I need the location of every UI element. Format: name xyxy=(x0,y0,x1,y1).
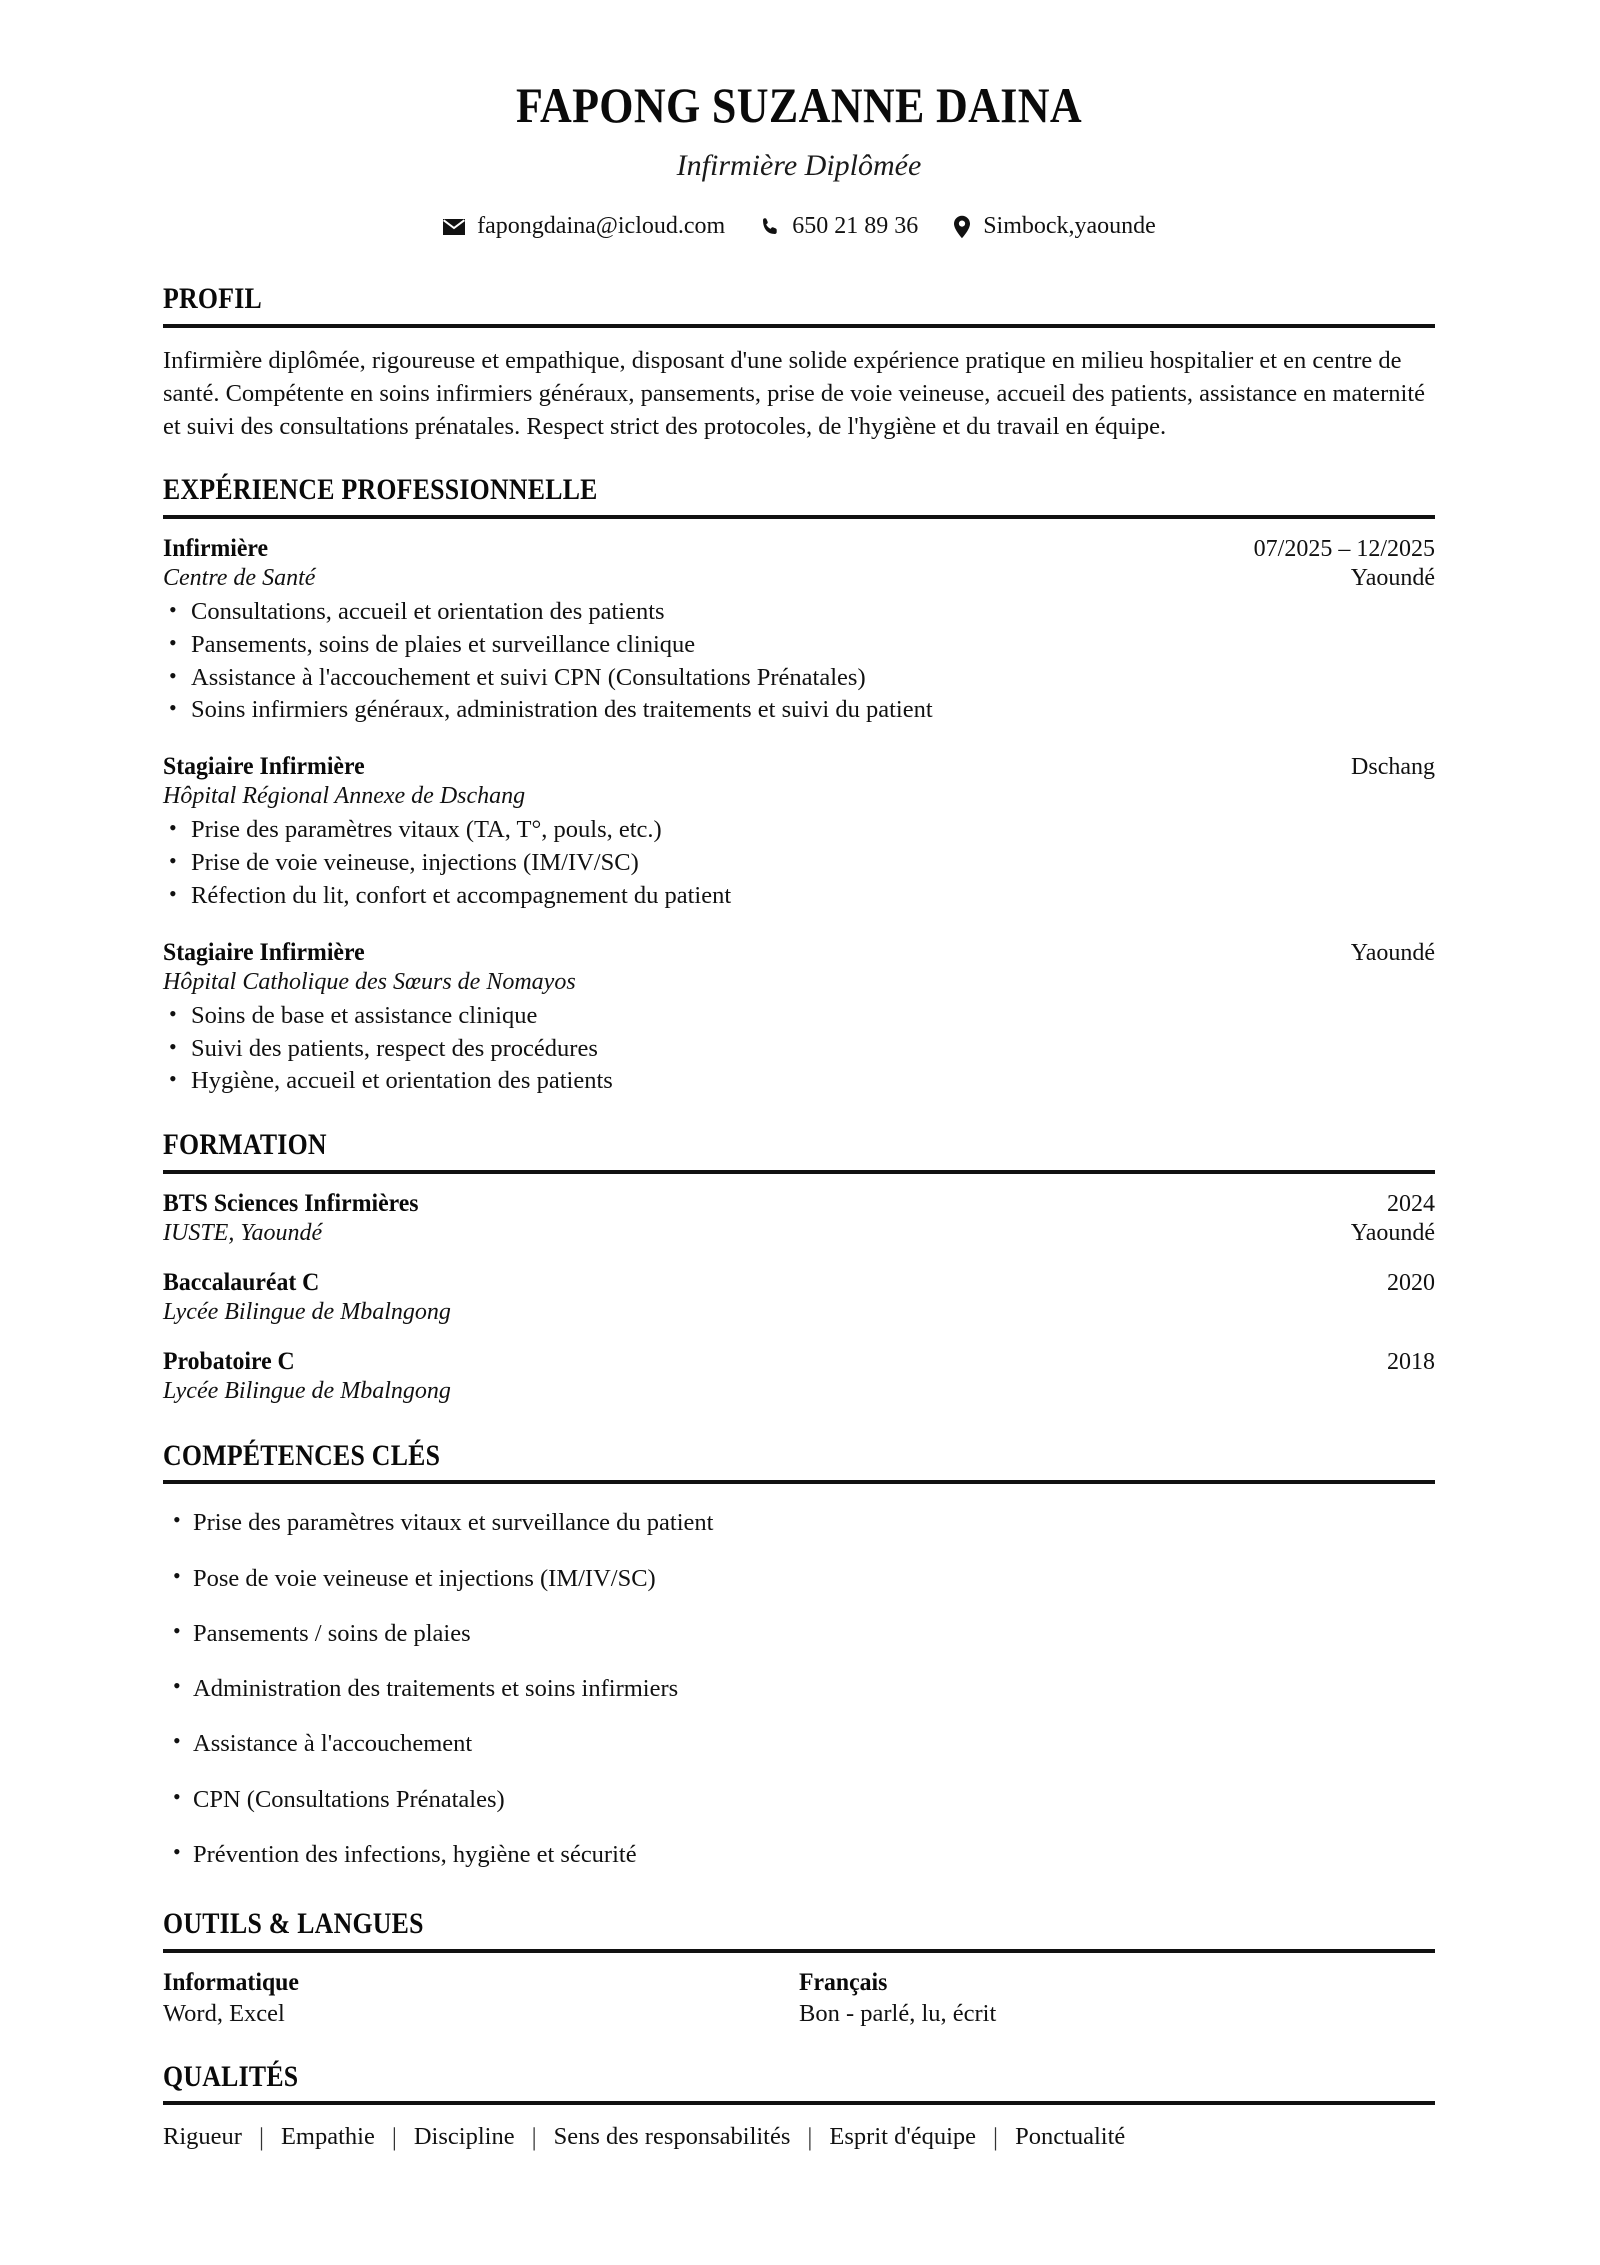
formation-year: 2024 xyxy=(1387,1190,1435,1217)
experience-entry-subheader xyxy=(163,565,1435,592)
tools-languages-value: Word, Excel xyxy=(163,1999,285,2027)
experience-dates: 07/2025 – 12/2025 xyxy=(1253,535,1435,562)
skill-item: • Assistance à l'accouchement xyxy=(163,1727,1435,1760)
experience-entry xyxy=(163,535,1435,727)
section-rule xyxy=(163,2101,1435,2105)
experience-organisation: Hôpital Régional Annexe de Dschang xyxy=(163,783,526,810)
quality-item: Sens des responsabilités xyxy=(553,2123,791,2151)
experience-bullet: • Consultations, accueil et orientation des patients xyxy=(163,596,1435,629)
experience-bullet-list xyxy=(163,596,1435,727)
formation-entry-subheader xyxy=(163,1378,1435,1405)
skill-item: • Administration des traitements et soins infirmiers xyxy=(163,1672,1435,1705)
envelope-icon xyxy=(442,218,466,236)
formation-year: 2018 xyxy=(1387,1348,1435,1375)
quality-separator: | xyxy=(258,2123,264,2151)
candidate-name: FAPONG SUZANNE DAINA xyxy=(515,77,1083,133)
phone-icon xyxy=(759,216,781,238)
profil-text: Infirmière diplômée, rigoureuse et empathique, disposant d'une solide expérience pratique en milieu hospitalier et en centre de santé. Compétente en soins infirmiers généraux, pansements, prise de voie veineuse, accueil des patients, assistance en maternité et suivi des consultations prénatales. Respect strict des protocoles, de l'hygiène et du travail en équipe. xyxy=(163,346,1426,441)
experience-entry-list xyxy=(163,535,1435,1098)
experience-entry xyxy=(163,939,1435,1098)
tools-languages-columns xyxy=(163,1969,1435,2028)
skill-item: • Prévention des infections, hygiène et sécurité xyxy=(163,1838,1435,1871)
formation-entry-header xyxy=(163,1348,1435,1376)
experience-bullet: • Soins infirmiers généraux, administration des traitements et suivi du patient xyxy=(163,694,1435,727)
section-rule xyxy=(163,324,1435,328)
formation-diploma: Probatoire C xyxy=(163,1347,295,1375)
section-formation xyxy=(163,1128,1435,1405)
section-competences xyxy=(163,1439,1435,1872)
experience-entry-subheader xyxy=(163,783,1435,810)
experience-organisation: Centre de Santé xyxy=(163,564,316,591)
quality-item: Rigueur xyxy=(163,2123,242,2151)
quality-separator: | xyxy=(993,2123,999,2151)
qualities-list xyxy=(163,2123,1435,2151)
experience-entry-header xyxy=(163,535,1435,563)
map-pin-icon xyxy=(952,215,972,239)
formation-school: Lycée Bilingue de Mbalngong xyxy=(163,1377,451,1404)
experience-bullet: • Hygiène, accueil et orientation des patients xyxy=(163,1065,1435,1098)
contact-location[interactable] xyxy=(952,213,1156,240)
formation-entry-subheader xyxy=(163,1299,1435,1326)
experience-entry-subheader xyxy=(163,969,1435,996)
experience-role: Stagiaire Infirmière xyxy=(163,938,365,966)
formation-school: Lycée Bilingue de Mbalngong xyxy=(163,1298,451,1325)
skill-item: • Pose de voie veineuse et injections (IM/IV/SC) xyxy=(163,1562,1435,1595)
tools-languages-column xyxy=(163,1969,799,2028)
experience-organisation: Hôpital Catholique des Sœurs de Nomayos xyxy=(163,968,576,995)
experience-role: Infirmière xyxy=(163,534,269,562)
experience-location: Yaoundé xyxy=(1350,564,1435,591)
section-title-competences: COMPÉTENCES CLÉS xyxy=(163,1438,441,1472)
tools-languages-label: Informatique xyxy=(163,1968,299,1996)
quality-separator: | xyxy=(807,2123,813,2151)
formation-entry xyxy=(163,1190,1435,1247)
formation-entry-subheader xyxy=(163,1220,1435,1247)
contact-phone-text: 650 21 89 36 xyxy=(792,213,919,239)
section-title-qualites: QUALITÉS xyxy=(163,2059,299,2093)
section-profil xyxy=(163,282,1435,443)
section-rule xyxy=(163,1480,1435,1484)
experience-bullet: • Pansements, soins de plaies et surveillance clinique xyxy=(163,629,1435,662)
formation-entry-header xyxy=(163,1269,1435,1297)
quality-separator: | xyxy=(531,2123,537,2151)
contact-phone[interactable] xyxy=(759,213,918,240)
formation-location: Yaoundé xyxy=(1350,1219,1435,1246)
experience-entry xyxy=(163,753,1435,912)
quality-item: Empathie xyxy=(280,2123,375,2151)
formation-entry xyxy=(163,1348,1435,1405)
resume-header xyxy=(163,78,1435,240)
experience-bullet-list xyxy=(163,1000,1435,1098)
formation-entry xyxy=(163,1269,1435,1326)
formation-school: IUSTE, Yaoundé xyxy=(163,1219,323,1246)
tools-languages-column xyxy=(799,1969,1435,2028)
experience-dates: Yaoundé xyxy=(1350,939,1435,966)
contact-location-text: Simbock,yaounde xyxy=(983,213,1156,239)
tools-languages-label: Français xyxy=(799,1968,888,1996)
section-rule xyxy=(163,515,1435,519)
quality-item: Ponctualité xyxy=(1015,2123,1126,2151)
formation-diploma: BTS Sciences Infirmières xyxy=(163,1189,419,1217)
experience-entry-header xyxy=(163,753,1435,781)
experience-bullet: • Soins de base et assistance clinique xyxy=(163,1000,1435,1033)
section-title-profil: PROFIL xyxy=(163,282,263,315)
formation-entry-list xyxy=(163,1190,1435,1405)
formation-year: 2020 xyxy=(1387,1269,1435,1296)
resume-content xyxy=(163,0,1435,2151)
section-qualites xyxy=(163,2060,1435,2152)
experience-bullet: • Assistance à l'accouchement et suivi CPN (Consultations Prénatales) xyxy=(163,662,1435,695)
formation-entry-header xyxy=(163,1190,1435,1218)
section-title-experience: EXPÉRIENCE PROFESSIONNELLE xyxy=(163,473,598,507)
quality-item: Esprit d'équipe xyxy=(829,2123,977,2151)
contact-bar xyxy=(163,213,1435,240)
quality-separator: | xyxy=(391,2123,397,2151)
skills-list xyxy=(163,1506,1435,1871)
contact-email[interactable] xyxy=(442,213,725,240)
experience-bullet-list xyxy=(163,814,1435,912)
skill-item: • Prise des paramètres vitaux et surveillance du patient xyxy=(163,1506,1435,1539)
experience-bullet: • Suivi des patients, respect des procédures xyxy=(163,1033,1435,1066)
section-rule xyxy=(163,1170,1435,1174)
contact-email-text: fapongdaina@icloud.com xyxy=(477,213,726,239)
section-outils-langues xyxy=(163,1907,1435,2028)
skill-item: • Pansements / soins de plaies xyxy=(163,1617,1435,1650)
experience-bullet: • Réfection du lit, confort et accompagnement du patient xyxy=(163,880,1435,913)
quality-item: Discipline xyxy=(413,2123,515,2151)
experience-entry-header xyxy=(163,939,1435,967)
section-title-formation: FORMATION xyxy=(163,1128,327,1162)
experience-dates: Dschang xyxy=(1351,754,1435,781)
section-experience xyxy=(163,473,1435,1098)
skill-item: • CPN (Consultations Prénatales) xyxy=(163,1783,1435,1816)
formation-diploma: Baccalauréat C xyxy=(163,1268,320,1296)
experience-bullet: • Prise de voie veineuse, injections (IM/IV/SC) xyxy=(163,847,1435,880)
tools-languages-value: Bon - parlé, lu, écrit xyxy=(799,1999,997,2027)
candidate-job-title: Infirmière Diplômée xyxy=(676,149,922,182)
section-title-outils: OUTILS & LANGUES xyxy=(163,1907,424,1941)
experience-role: Stagiaire Infirmière xyxy=(163,753,365,781)
section-rule xyxy=(163,1949,1435,1953)
experience-bullet: • Prise des paramètres vitaux (TA, T°, pouls, etc.) xyxy=(163,814,1435,847)
